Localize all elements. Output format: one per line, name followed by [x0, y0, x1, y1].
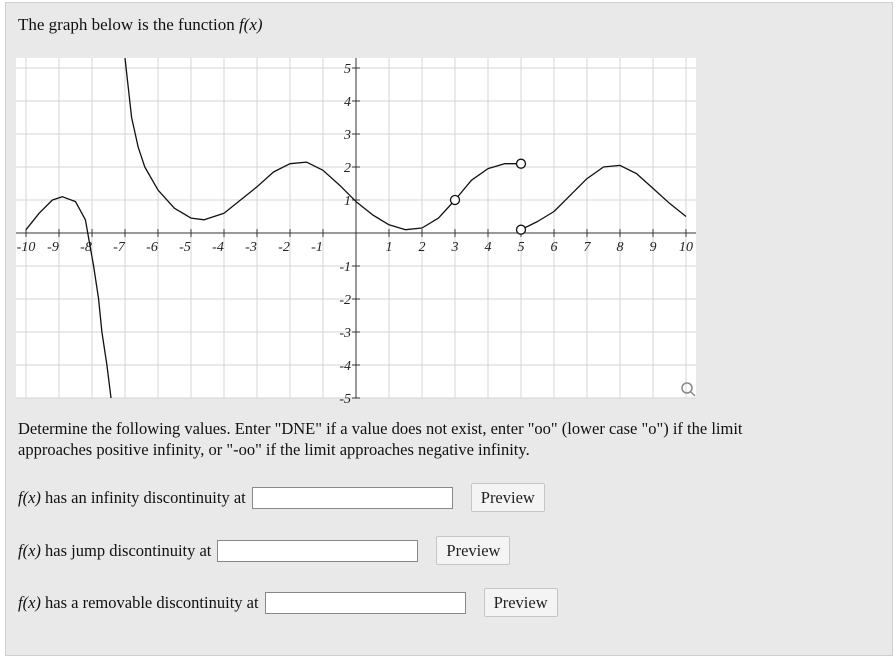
question-infinity [18, 483, 545, 512]
x-tick-label: 7 [583, 240, 591, 255]
y-tick-label: 4 [344, 95, 351, 110]
infinity-discontinuity-input[interactable] [252, 487, 453, 509]
graph-svg [16, 58, 696, 407]
question-function: f(x) [18, 592, 41, 612]
preview-button[interactable]: Preview [436, 536, 510, 565]
open-circle-point [517, 159, 526, 168]
x-tick-label: 6 [550, 240, 558, 255]
y-tick-label: -3 [339, 326, 351, 341]
y-tick-label: 5 [344, 62, 351, 77]
x-tick-label: -4 [212, 240, 224, 255]
magnifier-icon[interactable] [682, 383, 695, 396]
intro-text: The graph below is the function [18, 15, 239, 34]
tick-labels [17, 62, 693, 407]
removable-discontinuity-input[interactable] [265, 592, 466, 614]
problem-intro [18, 15, 263, 35]
x-tick-label: 3 [451, 240, 459, 255]
y-tick-label: -4 [339, 359, 351, 374]
question-text: has a removable discontinuity at [40, 592, 259, 612]
open-circle-point [451, 196, 460, 205]
instructions-text: Determine the following values. Enter "DNE" if a value does not exist, enter "oo" (lower case "o") if the limit approaches positive infinity, or "-oo" if the limit approaches negative infinity. [18, 419, 743, 459]
question-label [18, 541, 211, 561]
x-tick-label: -7 [113, 240, 125, 255]
jump-discontinuity-input[interactable] [217, 540, 418, 562]
function-curve-segment [521, 165, 686, 229]
y-tick-label: -1 [339, 260, 351, 275]
question-function: f(x) [18, 540, 41, 560]
x-tick-label: 10 [679, 240, 693, 255]
question-function: f(x) [18, 487, 41, 507]
y-tick-label: 3 [344, 128, 351, 143]
x-tick-label: -5 [179, 240, 191, 255]
x-tick-label: 9 [649, 240, 657, 255]
y-tick-label: -5 [339, 392, 351, 407]
x-tick-label: -2 [278, 240, 290, 255]
preview-button[interactable]: Preview [471, 483, 545, 512]
x-tick-label: 8 [616, 240, 624, 255]
x-tick-label: 5 [517, 240, 525, 255]
x-tick-label: -9 [47, 240, 59, 255]
y-tick-label: -2 [339, 293, 351, 308]
question-label [18, 593, 259, 613]
x-tick-label: -6 [146, 240, 158, 255]
preview-button[interactable]: Preview [484, 588, 558, 617]
x-tick-label: 2 [418, 240, 426, 255]
axes [16, 58, 696, 398]
question-removable [18, 588, 558, 617]
x-tick-label: -8 [80, 240, 92, 255]
x-tick-label: 1 [385, 240, 393, 255]
question-jump [18, 536, 510, 565]
question-label [18, 488, 246, 508]
question-text: has an infinity discontinuity at [40, 487, 246, 507]
x-tick-label: -10 [16, 240, 36, 255]
x-tick-label: -1 [311, 240, 323, 255]
x-tick-label: -3 [245, 240, 257, 255]
problem-panel [5, 2, 893, 656]
question-text: has jump discontinuity at [40, 540, 212, 560]
open-circle-point [517, 225, 526, 234]
intro-function: f(x) [238, 15, 263, 34]
function-graph [16, 58, 696, 407]
y-tick-label: 2 [344, 161, 351, 176]
function-curve-segment [26, 197, 114, 415]
x-tick-label: 4 [484, 240, 492, 255]
y-tick-label: 1 [344, 194, 351, 209]
